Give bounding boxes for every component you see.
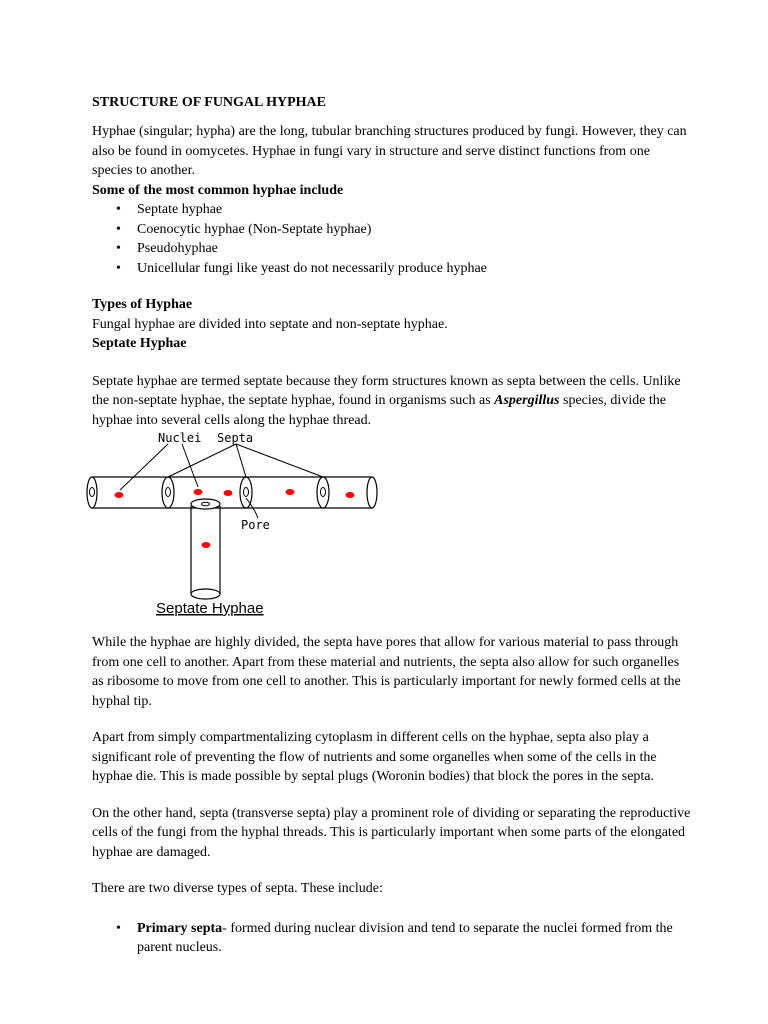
pore [90, 488, 95, 497]
paragraph-septa-types: There are two diverse types of septa. These include: [92, 881, 383, 896]
document-page [92, 92, 692, 958]
common-hyphae-heading: Some of the most common hyphae include [92, 182, 344, 198]
types-heading: Types of Hyphae [92, 297, 193, 312]
nucleus [202, 542, 211, 548]
pore-label: Pore [241, 518, 270, 532]
nucleus [194, 489, 203, 495]
pore [321, 488, 326, 497]
septate-paragraph: Septate hyphae are termed septate because they form structures known as septa between the cells. Unlike the non-septate hyphae, the septate hyphae, found in organisms such as Aspergillus species, divide the hyphae into several cells along the hyphae thread. [92, 373, 681, 428]
bullet-icon: • [116, 920, 121, 936]
nucleus [346, 492, 355, 498]
bullet-icon: • [116, 202, 121, 217]
septate-hyphae-diagram [86, 430, 386, 616]
list-item: • Septate hyphae [92, 200, 692, 220]
list-item: • Pseudohyphae [92, 239, 692, 259]
common-hyphae-list [92, 200, 692, 278]
paragraph-compartments: Apart from simply compartmentalizing cytoplasm in different cells on the hyphae, septa also play a significant role of preventing the flow of nutrients and some organelles when some of the cells in the hyphae die. This is made possible by septal plugs (Woronin bodies) that block the pores in the septa. [92, 730, 657, 784]
pore [202, 502, 210, 506]
paragraph-transverse-septa: On the other hand, septa (transverse septa) play a prominent role of dividing or separating the reproductive cells of the fungi from the hyphal threads. This is particularly important when some parts of the elongated hyphae are damaged. [92, 805, 691, 860]
genus-name: Aspergillus [494, 393, 560, 408]
septa-type-desc: - formed during nuclear division and tend to separate the nuclei formed from the parent nucleus. [137, 920, 673, 955]
septa-label: Septa [217, 431, 254, 445]
pore [166, 488, 171, 497]
types-paragraph: Fungal hyphae are divided into septate and non-septate hyphae. [92, 316, 448, 332]
nuclei-label: Nuclei [158, 431, 202, 445]
nucleus [286, 489, 295, 495]
bullet-icon: • [116, 221, 121, 237]
intro-paragraph: Hyphae (singular; hypha) are the long, tubular branching structures produced by fungi. However, they can also be found in oomycetes. Hyphae in fungi vary in structure and serve distinct functions from one species to another. [92, 124, 687, 178]
bullet-icon: • [116, 241, 121, 256]
diagram-caption: Septate Hyphae [156, 600, 264, 616]
septate-heading: Septate Hyphae [92, 336, 187, 351]
septa-type-term: Primary septa [137, 920, 223, 936]
nucleus [115, 492, 124, 498]
list-item [92, 919, 692, 958]
hypha-branch [191, 499, 220, 599]
paragraph-pores: While the hyphae are highly divided, the septa have pores that allow for various material to pass through from one cell to another. Apart from these material and nutrients, the septa also allow for such organelles as ribosome to move from one cell to another. This is particularly important for newly formed cells at the hyphal tip. [92, 635, 681, 709]
page-title: STRUCTURE OF FUNGAL HYPHAE [92, 95, 327, 110]
bullet-icon: • [116, 260, 121, 276]
list-item: • Unicellular fungi like yeast do not necessarily produce hyphae [92, 259, 692, 279]
list-item: • Coenocytic hyphae (Non-Septate hyphae) [92, 220, 692, 240]
nucleus [224, 490, 233, 496]
leader-lines [120, 444, 323, 518]
pore [244, 488, 249, 497]
